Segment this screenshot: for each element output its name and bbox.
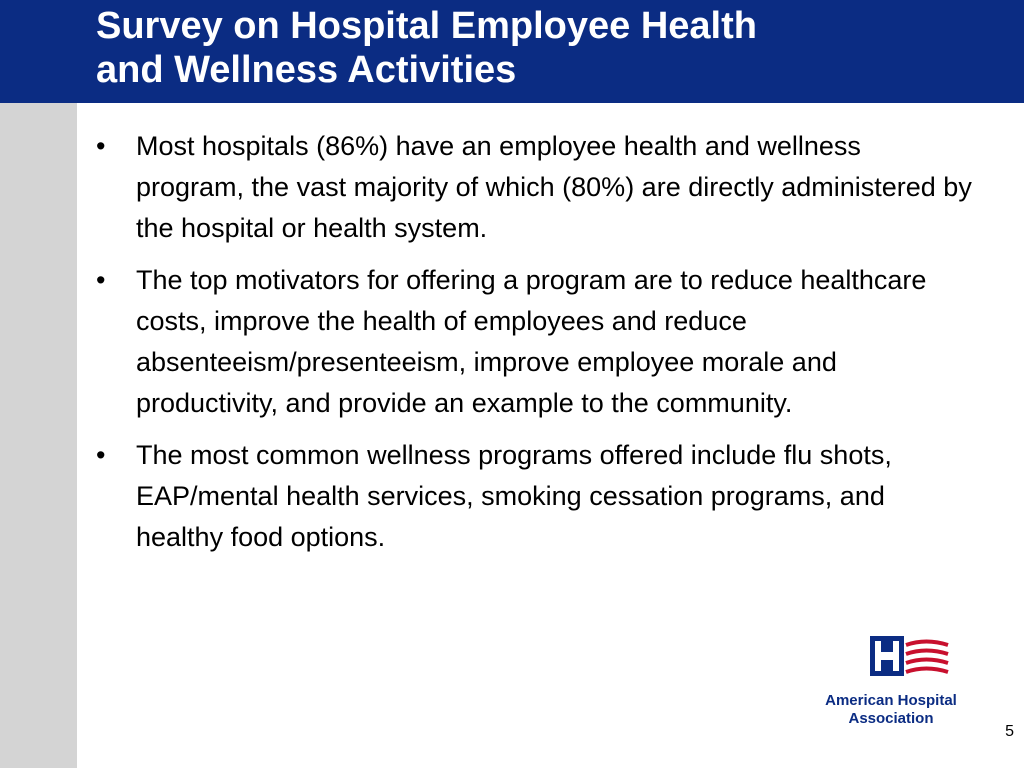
bullet-item — [96, 260, 976, 424]
bullet-text: The most common wellness programs offered include flu shots, EAP/mental health services, smoking cessation programs, and healthy food options. — [136, 440, 892, 552]
logo-line-2: Association — [848, 710, 934, 727]
logo-line-1: American Hospital — [825, 692, 957, 709]
bullet-marker: • — [96, 440, 106, 470]
bullet-marker: • — [96, 131, 106, 161]
bullet-list — [96, 126, 976, 569]
page-title: Survey on Hospital Employee Health and Wellness Activities — [96, 5, 757, 91]
logo-text — [806, 692, 976, 728]
title-bar — [0, 0, 1024, 103]
bullet-text: The top motivators for offering a program are to reduce healthcare costs, improve the health of employees and reduce absenteeism/presenteeism, improve employee morale and productivity, and provide an example to the community. — [136, 265, 927, 418]
aha-h-flag-logo-icon — [870, 636, 950, 680]
page-number: 5 — [1005, 723, 1014, 740]
aha-logo — [806, 636, 976, 736]
bullet-marker: • — [96, 265, 106, 295]
bullet-item — [96, 435, 976, 558]
left-sidebar-strip — [0, 103, 77, 768]
bullet-item — [96, 126, 976, 249]
bullet-text: Most hospitals (86%) have an employee health and wellness program, the vast majority of which (80%) are directly administered by the hospital or health system. — [136, 131, 972, 243]
